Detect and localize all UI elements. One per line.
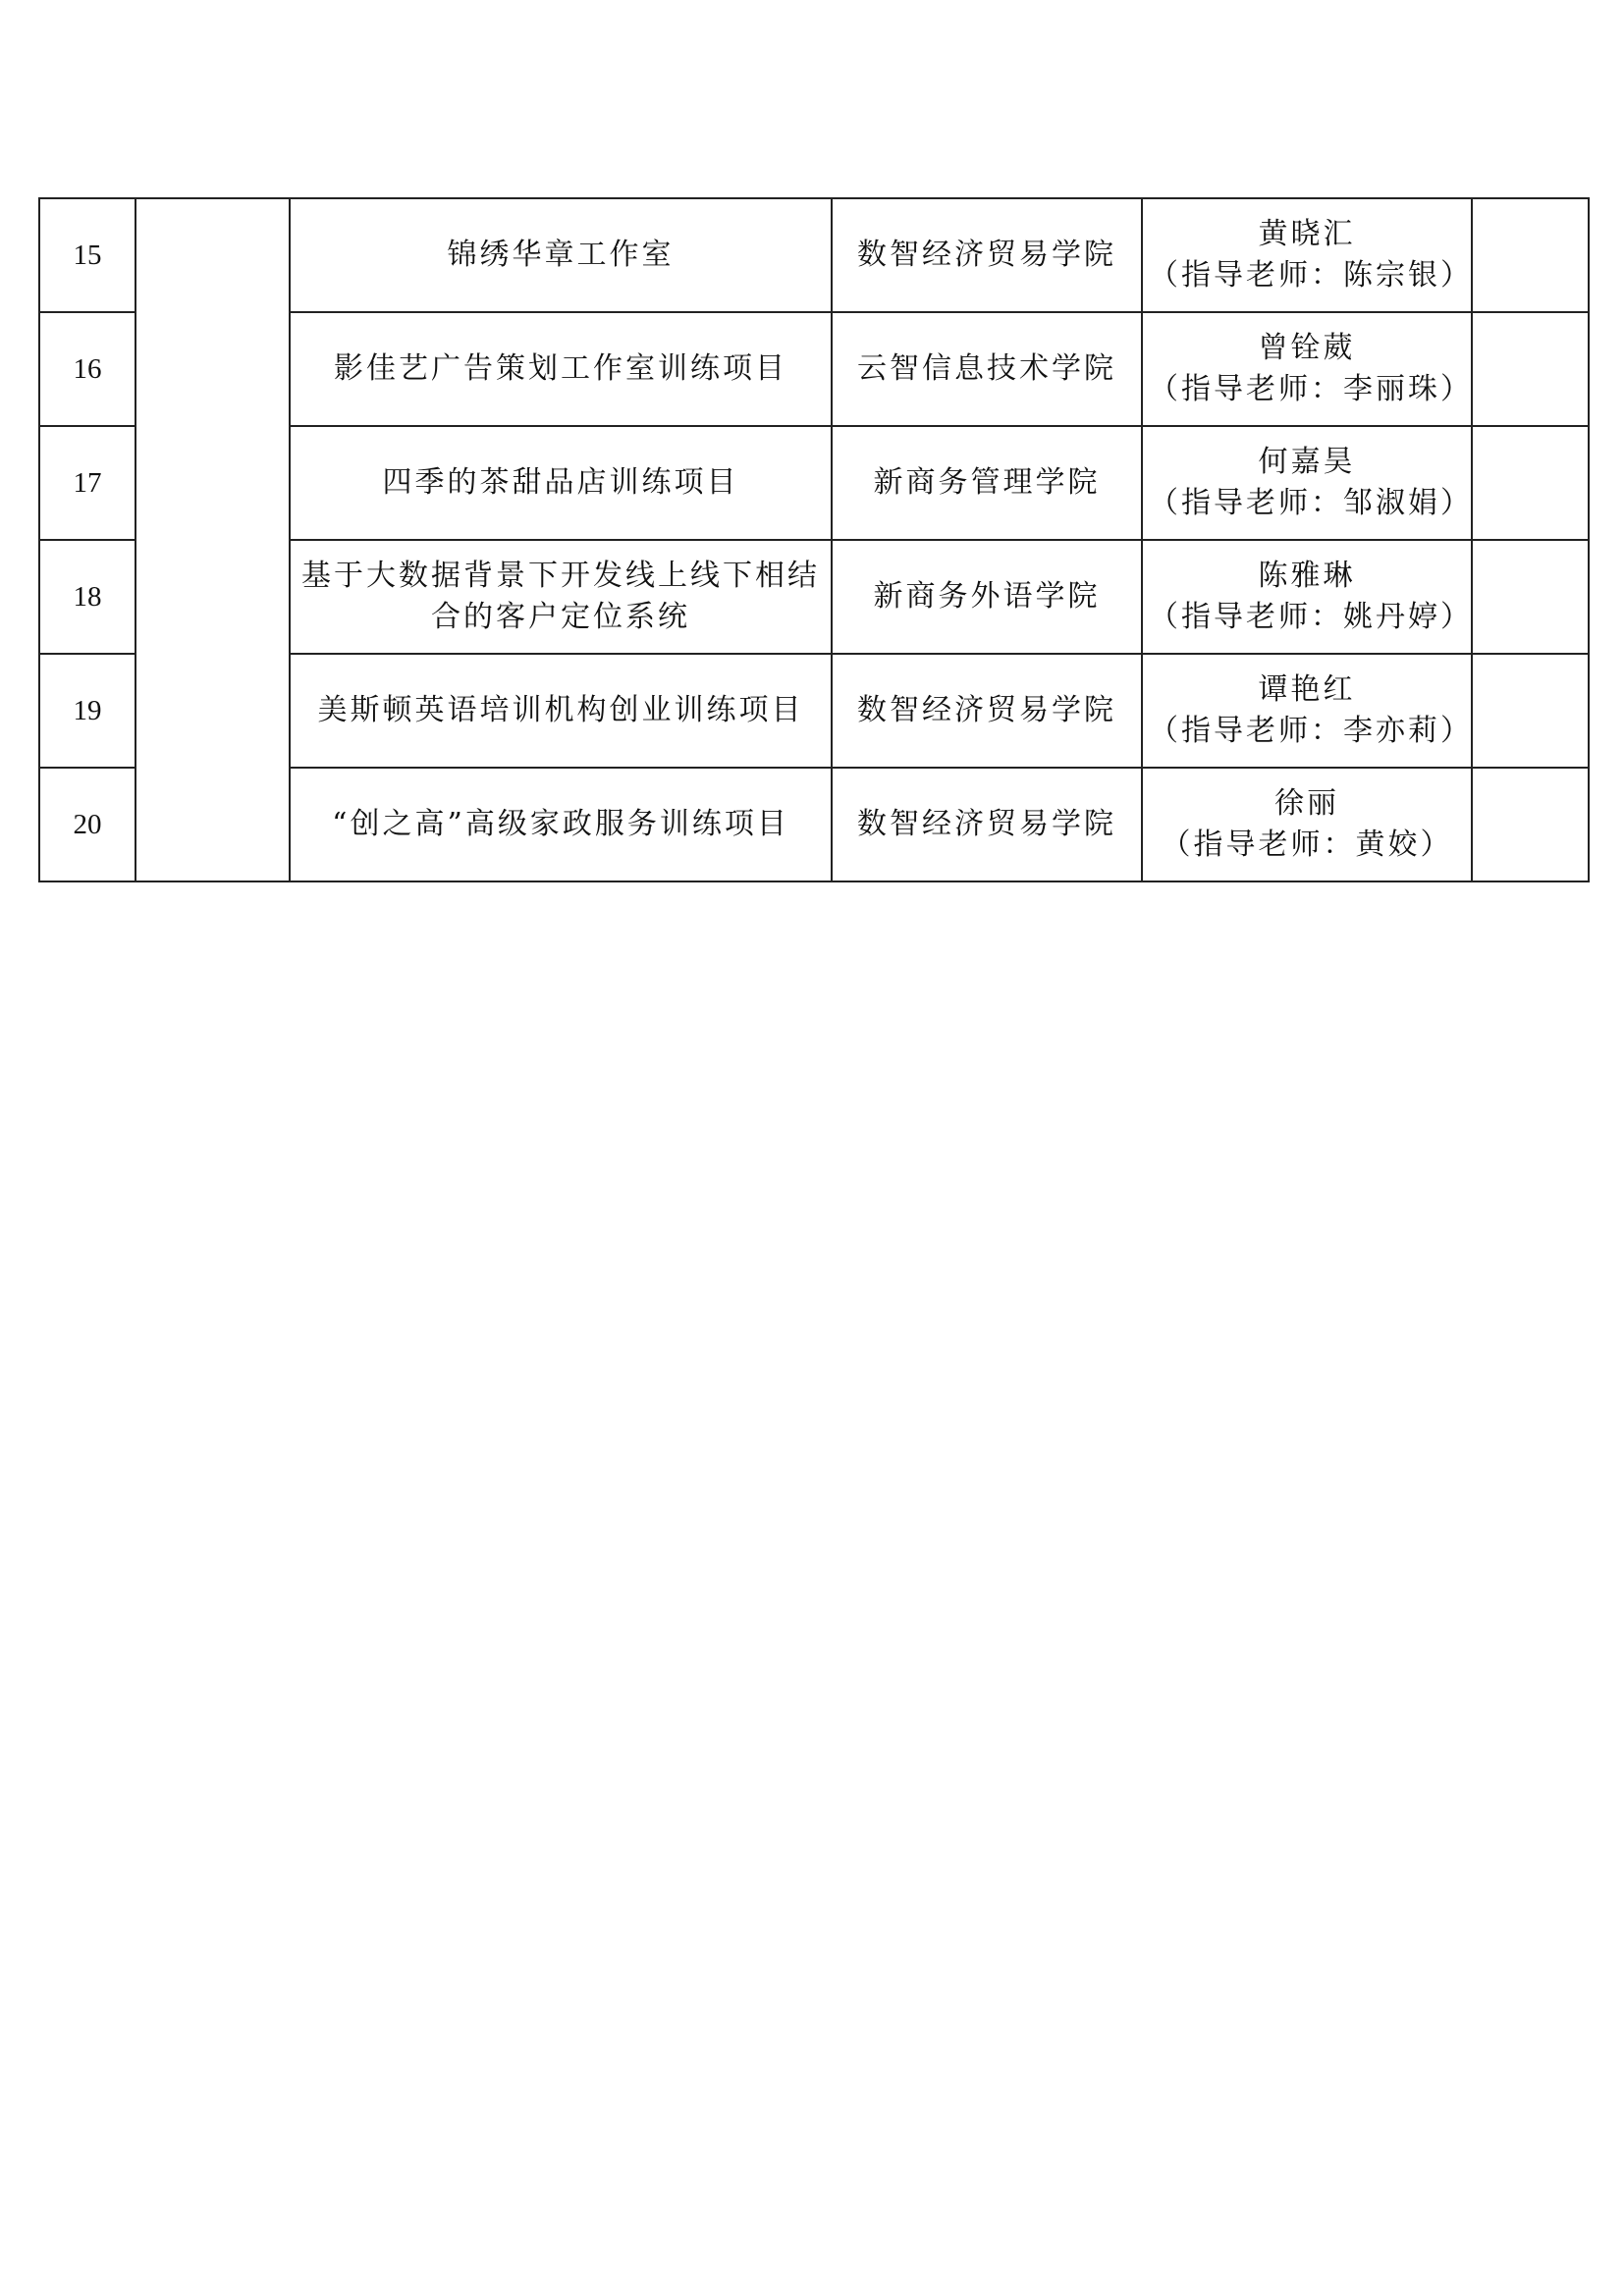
project-name: 锦绣华章工作室 (290, 198, 832, 312)
college-name: 新商务管理学院 (832, 426, 1142, 540)
leader-cell (1142, 768, 1472, 881)
leader-name: 何嘉昊 (1258, 445, 1356, 479)
leader-cell (1142, 654, 1472, 768)
category-cell (135, 198, 290, 881)
advisor-name: （指导老师：姚丹婷） (1149, 600, 1473, 634)
college-name: 数智经济贸易学院 (832, 768, 1142, 881)
leader-cell (1142, 198, 1472, 312)
project-list-table (38, 197, 1590, 882)
leader-cell (1142, 540, 1472, 654)
leader-cell (1142, 426, 1472, 540)
college-name: 数智经济贸易学院 (832, 198, 1142, 312)
remark-cell (1472, 654, 1589, 768)
college-name: 数智经济贸易学院 (832, 654, 1142, 768)
college-name: 新商务外语学院 (832, 540, 1142, 654)
project-name: 基于大数据背景下开发线上线下相结合的客户定位系统 (290, 540, 832, 654)
leader-cell (1142, 312, 1472, 426)
advisor-name: （指导老师：李亦莉） (1149, 714, 1473, 748)
row-number: 15 (39, 198, 135, 312)
remark-cell (1472, 426, 1589, 540)
leader-name: 陈雅琳 (1258, 559, 1356, 593)
leader-name: 徐丽 (1274, 786, 1339, 821)
project-name: 美斯顿英语培训机构创业训练项目 (290, 654, 832, 768)
remark-cell (1472, 312, 1589, 426)
college-name: 云智信息技术学院 (832, 312, 1142, 426)
remark-cell (1472, 540, 1589, 654)
leader-name: 曾铨葳 (1258, 331, 1356, 365)
leader-name: 黄晓汇 (1258, 217, 1356, 251)
advisor-name: （指导老师：李丽珠） (1149, 372, 1473, 406)
remark-cell (1472, 198, 1589, 312)
advisor-name: （指导老师：陈宗银） (1149, 258, 1473, 293)
row-number: 16 (39, 312, 135, 426)
table-row (39, 198, 1589, 312)
project-name: “创之高”高级家政服务训练项目 (290, 768, 832, 881)
row-number: 18 (39, 540, 135, 654)
project-name: 影佳艺广告策划工作室训练项目 (290, 312, 832, 426)
row-number: 19 (39, 654, 135, 768)
row-number: 17 (39, 426, 135, 540)
row-number: 20 (39, 768, 135, 881)
advisor-name: （指导老师：黄姣） (1161, 828, 1453, 862)
advisor-name: （指导老师：邹淑娟） (1149, 486, 1473, 520)
project-name: 四季的茶甜品店训练项目 (290, 426, 832, 540)
remark-cell (1472, 768, 1589, 881)
leader-name: 谭艳红 (1258, 672, 1356, 707)
